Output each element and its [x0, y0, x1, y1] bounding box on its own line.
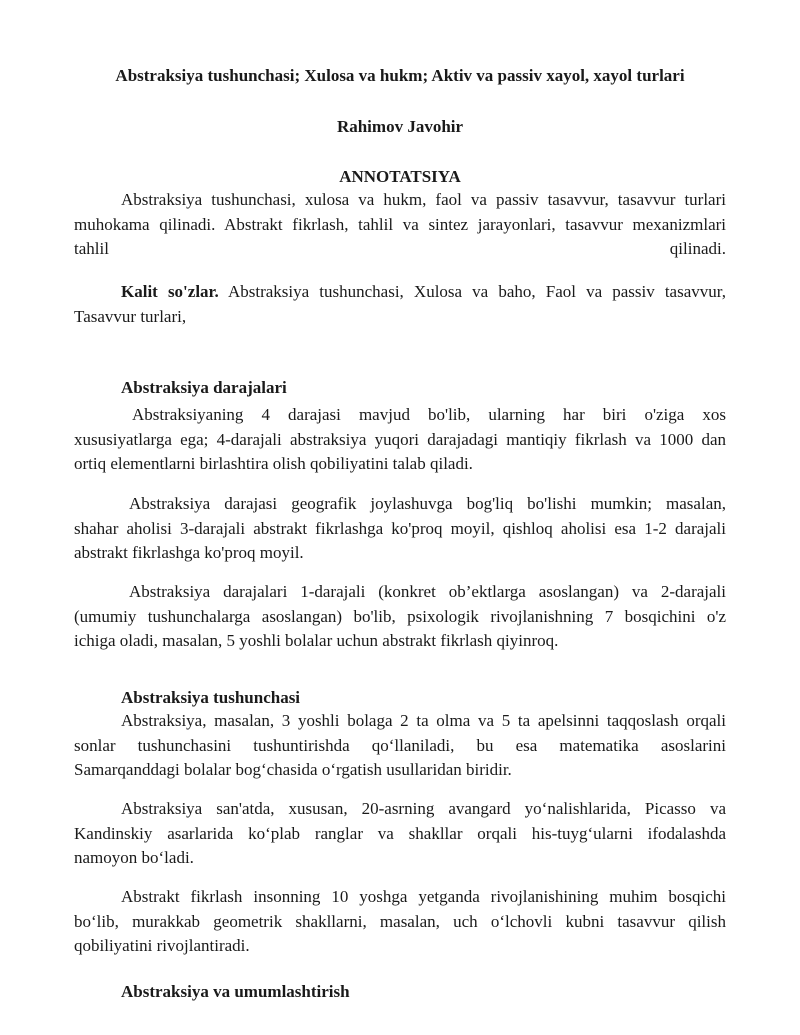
keywords-label: Kalit so'zlar. [121, 282, 219, 301]
paragraph-line: bo‘lib, murakkab geometrik shakllarni, masalan, uch o‘lchovli kubni tasavvur qilish [74, 911, 726, 931]
paragraph-line: (umumiy tushunchalarga asoslangan) bo'lib, psixologik rivojlanishning 7 bosqichini o'z [74, 606, 726, 626]
annotation-last-left: tahlil [74, 239, 109, 258]
keywords-line: Tasavvur turlari, [74, 306, 187, 326]
paragraph-line: Abstraksiya san'atda, xususan, 20-asrning avangard yo‘nalishlarida, Picasso va [121, 799, 726, 818]
author-name: Rahimov Javohir [336, 117, 464, 136]
paragraph [74, 492, 726, 566]
paragraph-line: sonlar tushunchasini tushuntirishda qo‘llaniladi, bu esa matematika asoslarini [74, 735, 726, 755]
section-heading: Abstraksiya va umumlashtirish [121, 982, 350, 1001]
annotation-last-line [74, 237, 726, 262]
paragraph-line: Abstraksiyaning 4 darajasi mavjud bo'lib, ularning har biri o'ziga xos [132, 405, 726, 424]
paragraph-line: Abstraksiya darajalari 1-darajali (konkret ob’ektlarga asoslangan) va 2-darajali [129, 582, 726, 601]
annotation-paragraph [74, 188, 726, 262]
paragraph [74, 580, 726, 654]
paragraph-line: Kandinskiy asarlarida ko‘plab ranglar va shakllar orqali his-tuyg‘ularni ifodalashda [74, 823, 726, 843]
annotation-line: Abstraksiya tushunchasi, xulosa va hukm, faol va passiv tasavvur, tasavvur turlari [121, 190, 726, 209]
paragraph [74, 403, 726, 477]
annotation-last-right: qilinadi. [669, 239, 726, 258]
keywords-paragraph [74, 280, 726, 329]
paragraph [74, 709, 726, 783]
paragraph-line: abstrakt fikrlashga ko'proq moyil. [74, 543, 304, 562]
section-heading: Abstraksiya tushunchasi [121, 688, 301, 707]
section-heading: Abstraksiya darajalari [121, 378, 287, 397]
paragraph-line: ichiga oladi, masalan, 5 yoshli bolalar uchun abstrakt fikrlash qiyinroq. [74, 631, 559, 650]
keywords-line [74, 280, 726, 305]
annotation-heading: ANNOTATSIYA [339, 167, 461, 186]
paragraph-line: qobiliyatini rivojlantiradi. [74, 936, 250, 955]
paragraph [74, 797, 726, 871]
paragraph-line: Abstraksiya darajasi geografik joylashuvga bog'liq bo'lishi mumkin; masalan, [129, 494, 726, 513]
annotation-line: muhokama qilinadi. Abstrakt fikrlash, tahlil va sintez jarayonlari, tasavvur mexanizmlari [74, 214, 726, 234]
paragraph-line: shahar aholisi 3-darajali abstrakt fikrlashga ko'proq moyil, qishloq aholisi esa 1-2 darajali [74, 518, 726, 538]
document-title: Abstraksiya tushunchasi; Xulosa va hukm; Aktiv va passiv xayol, xayol turlari [115, 66, 685, 85]
keywords-text: Abstraksiya tushunchasi, Xulosa va baho, Faol va passiv tasavvur, [218, 282, 726, 301]
paragraph-line: Abstrakt fikrlash insonning 10 yoshga yetganda rivojlanishining muhim bosqichi [121, 887, 726, 906]
paragraph-line: xususiyatlarga ega; 4-darajali abstraksiya yuqori darajadagi mantiqiy fikrlash va 1000 dan [74, 429, 726, 449]
paragraph-line: Abstraksiya, masalan, 3 yoshli bolaga 2 ta olma va 5 ta apelsinni taqqoslash orqali [121, 711, 726, 730]
paragraph [74, 885, 726, 959]
paragraph-line: namoyon bo‘ladi. [74, 848, 194, 867]
paragraph-line: Samarqanddagi bolalar bog‘chasida o‘rgatish usullaridan biridir. [74, 760, 512, 779]
paragraph-line: ortiq elementlarni birlashtira olish qobiliyatini talab qiladi. [74, 454, 473, 473]
